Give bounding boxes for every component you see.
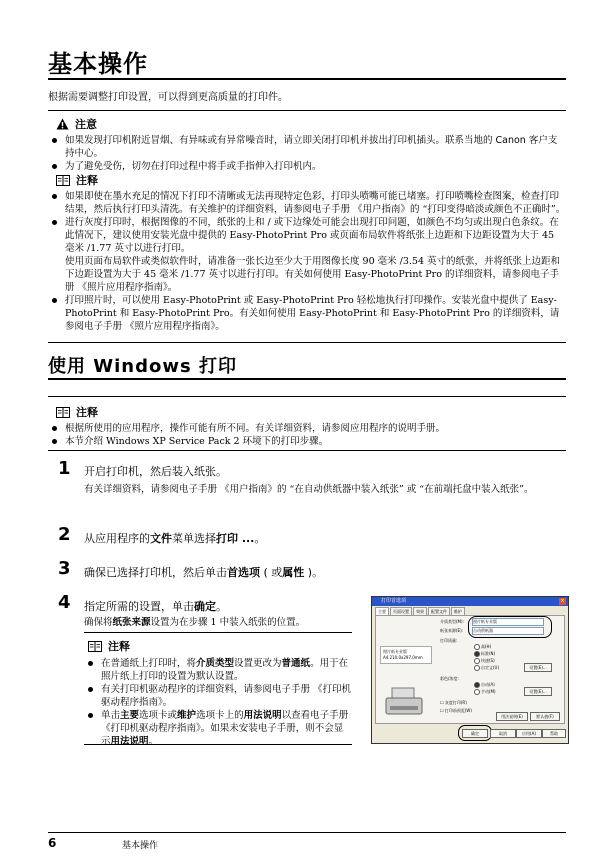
quality-custom[interactable]: [474, 665, 499, 671]
step-desc: [84, 616, 354, 630]
step-text-part: )。: [304, 566, 324, 579]
radio-icon: [474, 682, 480, 688]
quality-high[interactable]: [474, 644, 491, 650]
note-part: 设置更改为: [234, 658, 282, 669]
step4-note-rule: [84, 632, 352, 633]
note-item: 打印照片时，可以使用 Easy-PhotoPrint 或 Easy-PhotoPrint Pro 轻松地执行打印操作。安装光盘中提供了 Easy-PhotoPrint 和 Easy-PhotoPrint Pro。有关如何使用 Easy-PhotoPrint 和 Easy-PhotoPrint Pro 的详细资料，请参阅电子手册 《照片应用程序指南》。: [48, 294, 566, 333]
help-button[interactable]: 用法说明(E): [496, 712, 528, 721]
radio-icon: [474, 651, 480, 657]
note-item-text: 进行灰度打印时，根据图像的不同，纸张的上和 / 或下边缘处可能会出现打印问题，如颜色不均匀或出现白色条纹。在此情况下，建议使用安装光盘中提供的 Easy-PhotoPrint Pro 或页面布局软件将纸张上边距和下边距设置为大于 45 毫米 /1.77 英寸以进行打印。: [65, 217, 559, 254]
step-text: [84, 598, 227, 614]
section-rule: [48, 110, 566, 111]
set-button[interactable]: 设置(E)...: [524, 663, 552, 672]
tab-profiles[interactable]: 配置文件: [428, 607, 450, 615]
radio-icon: [474, 658, 480, 664]
step-desc-part: 确保将: [84, 617, 113, 628]
tab-page-setup[interactable]: 页面设置: [390, 607, 412, 615]
step-text: 开启打印机，然后装入纸张。: [84, 465, 227, 478]
note-heading: 注释: [108, 640, 130, 653]
note-heading: 注释: [76, 406, 98, 419]
radio-label: 快速(S): [481, 658, 495, 663]
section-rule: [48, 342, 566, 343]
section-title: 使用 Windows 打印: [48, 356, 237, 377]
paper-caption: 照片纸专业版: [383, 649, 407, 654]
note-heading: 注释: [76, 174, 98, 187]
radio-icon: [474, 665, 480, 671]
note-icon: [56, 407, 70, 418]
note-part: 选项卡上的: [196, 710, 244, 721]
help-q-button[interactable]: 帮助: [542, 729, 566, 738]
section-rule: [48, 450, 566, 451]
step-text: [84, 530, 265, 546]
caution-heading: 注意: [75, 118, 97, 131]
tab-name: 主要: [120, 710, 140, 721]
ok-button[interactable]: 确定: [462, 729, 488, 738]
set-button-2[interactable]: 设置(E)...: [524, 687, 552, 696]
menu-item-name: 打印 ...: [216, 532, 255, 545]
radio-label: 自动(A): [481, 682, 495, 687]
button-name: 用法说明: [243, 710, 282, 721]
radio-label: 高(H): [481, 644, 492, 649]
print-preferences-dialog: [371, 596, 569, 744]
note-item-extra: 使用页面布局软件或类似软件时，请准备一张长边至少大于用图像长度 90 毫米 /3.54 英寸的纸张，并将纸张上边距和下边距设置为大于 45 毫米 /1.77 英寸以进行打印。有关如何使用 Easy-PhotoPrint Pro 的详细资料，请参阅电子手册 《照片应用程序指南》。: [65, 256, 561, 293]
color-auto[interactable]: [474, 682, 495, 688]
button-name: 属性: [282, 566, 305, 579]
paper-size: A4 210.0x297.0mm: [383, 655, 423, 660]
note-part: 单击: [101, 710, 121, 721]
menu-name: 文件: [150, 532, 172, 545]
step-text-part: 。: [216, 600, 227, 613]
tab-maintenance[interactable]: 维护: [451, 607, 465, 615]
note-item: 如果即使在墨水充足的情况下打印不清晰或无法再现特定色彩，打印头喷嘴可能已堵塞。打印喷嘴检查图案，检查打印结果，然后执行打印头清洗。有关维护的详细资料，请参阅电子手册 《用户指南》的 “打印变得暗淡或颜色不正确时”。: [48, 190, 566, 216]
button-name: 确定: [194, 600, 216, 613]
cancel-button[interactable]: 取消: [490, 729, 516, 738]
radio-icon: [474, 689, 480, 695]
checkbox-label: 打印前预览(W): [444, 708, 472, 713]
footer-rule: [48, 832, 566, 833]
note-item: 本节介绍 Windows XP Service Pack 2 环境下的打印步骤。: [48, 435, 566, 448]
highlight-ring: [468, 616, 552, 638]
note-item: [48, 216, 566, 294]
step-desc-part: 设置为在步骤 1 中装入纸张的位置。: [150, 617, 306, 628]
ok-highlight-ring: [458, 725, 492, 741]
grayscale-checkbox[interactable]: ☐ 灰度打印(R): [440, 700, 467, 705]
note-part: 在普通纸上打印时，将: [101, 658, 197, 669]
page-number: 6: [48, 836, 57, 850]
title-rule: [48, 78, 566, 80]
caution-item: 为了避免受伤，切勿在打印过程中将手或手指伸入打印机内。: [48, 160, 566, 173]
default-button[interactable]: 默认值(F): [530, 712, 560, 721]
step-text-part: 。: [254, 532, 266, 545]
note-item: [84, 709, 352, 748]
note-icon: [56, 175, 70, 186]
radio-label: 自定义(U): [481, 665, 500, 670]
color-intensity-label: 彩色/浓度:: [440, 676, 459, 681]
printer-icon: [384, 686, 426, 718]
note-item: 根据所使用的应用程序，操作可能有所不同。有关详细资料，请参阅应用程序的说明手册。: [48, 422, 566, 435]
checkbox-label: 灰度打印(R): [444, 700, 467, 705]
step-desc: 有关详细资料，请参阅电子手册 《用户指南》的 “在自动供纸器中装入纸张” 或 “在前端托盘中装入纸张”。: [84, 484, 534, 495]
tab-effects[interactable]: 效果: [413, 607, 427, 615]
note-part: 。用于在照片纸上打印的设置为默认设置。: [101, 658, 349, 682]
radio-label: 标准(N): [481, 651, 496, 656]
intro-text: 根据需要调整打印设置，可以得到更高质量的打印件。: [48, 92, 288, 103]
paper-source-label: 纸张来源(E):: [440, 628, 463, 633]
radio-icon: [474, 644, 480, 650]
dialog-titlebar: [372, 597, 568, 606]
note-part: 选项卡或: [139, 710, 178, 721]
paper-info: [380, 646, 432, 664]
warning-icon: [56, 118, 69, 130]
media-type-select[interactable]: 照片纸专业版: [472, 618, 544, 626]
quality-standard[interactable]: [474, 651, 495, 657]
step-text-part: ( 或: [260, 566, 283, 579]
button-name: 用法说明: [110, 736, 149, 747]
note-item: 有关打印机驱动程序的详细资料，请参阅电子手册 《打印机驱动程序指南》。: [84, 683, 352, 709]
caution-item: 如果发现打印机附近冒烟、有异味或有异常噪音时，请立即关闭打印机并拔出打印机插头。联系当地的 Canon 客户支持中心。: [48, 134, 566, 160]
section-heading-rule: [48, 378, 566, 380]
footer-text: 基本操作: [122, 841, 159, 851]
radio-label: 手动(M): [481, 689, 496, 694]
apply-button[interactable]: 应用(A): [516, 729, 542, 738]
step-number: 4: [58, 592, 71, 613]
note-part: 以查看电子手册 《打印机驱动程序指南》。如果未安装电子手册，则不会显示: [101, 710, 349, 747]
step-text-part: 菜单选择: [172, 532, 216, 545]
paper-source-select[interactable]: 自动供纸器: [472, 627, 544, 635]
setting-name: 纸张来源: [112, 617, 151, 628]
step-number: 3: [58, 558, 71, 579]
note-icon: [88, 641, 102, 652]
close-icon[interactable]: ×: [560, 598, 565, 604]
media-type-label: 介质类型(M):: [440, 619, 464, 624]
tab-name: 维护: [177, 710, 197, 721]
button-name: 首选项: [227, 566, 260, 579]
color-manual[interactable]: [474, 689, 496, 695]
caution-box: [56, 116, 566, 173]
tab-main[interactable]: 主要: [375, 607, 389, 615]
section-rule: [48, 396, 566, 397]
step4-note-rule: [84, 744, 352, 745]
print-quality-label: 打印质量:: [440, 638, 458, 643]
step-text-part: 从应用程序的: [84, 532, 150, 545]
step-text-part: 确保已选择打印机，然后单击: [84, 566, 227, 579]
step-number: 2: [58, 524, 71, 545]
dialog-title: 打印首选项: [381, 598, 407, 604]
section-note-box: [56, 404, 566, 448]
dialog-panel: [375, 615, 565, 724]
step-number: 1: [58, 458, 71, 479]
setting-name: 介质类型: [196, 658, 235, 669]
note-box: [56, 172, 566, 333]
step4-note-box: [88, 638, 352, 748]
quality-fast[interactable]: [474, 658, 495, 664]
step-text-part: 指定所需的设置，单击: [84, 600, 194, 613]
note-item: [84, 657, 352, 683]
page-title: 基本操作: [48, 50, 148, 78]
dialog-tabs: [372, 606, 568, 615]
setting-value: 普通纸: [281, 658, 311, 669]
preview-checkbox[interactable]: ☐ 打印前预览(W): [440, 708, 472, 713]
note-part: 。: [148, 736, 159, 747]
step-text: [84, 564, 323, 580]
